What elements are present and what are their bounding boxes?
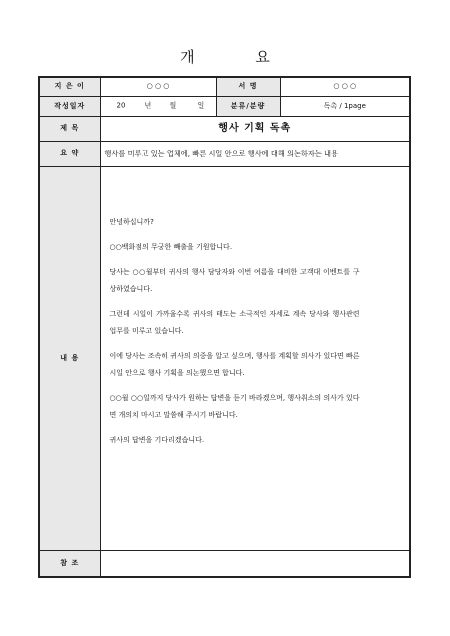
summary-form-table bbox=[38, 76, 411, 578]
summary-text: 행사를 미루고 있는 업체에, 빠른 시일 안으로 행사에 대해 의논하자는 내용 bbox=[104, 149, 338, 158]
date-label: 작성일자 bbox=[39, 96, 100, 116]
letter-body bbox=[110, 214, 360, 457]
document-title: 개 요 bbox=[180, 48, 298, 66]
letter-paragraph: ○○월 ○○일까지 당사가 원하는 답변을 듣기 바라겠으며, 행사취소의 의사가 있다면 개의치 마시고 말씀해 주시기 바랍니다. bbox=[109, 393, 360, 419]
date-day-unit: 일 bbox=[197, 101, 205, 110]
date-value[interactable] bbox=[100, 96, 216, 116]
reference-value[interactable] bbox=[100, 550, 410, 577]
subject-label: 제 목 bbox=[39, 116, 100, 141]
letter-closing: 귀사의 답변을 기다리겠습니다. bbox=[109, 435, 205, 444]
subject-text: 행사 기획 독촉 bbox=[218, 122, 292, 134]
reference-label: 참 조 bbox=[39, 550, 100, 577]
category-value[interactable]: 독촉 / 1page bbox=[280, 96, 410, 116]
letter-greeting: 안녕하십니까? bbox=[109, 217, 154, 226]
date-year-unit: 년 bbox=[144, 101, 152, 110]
signature-value[interactable]: ○ ○ ○ bbox=[280, 77, 410, 96]
signature-label: 서 명 bbox=[216, 77, 280, 96]
author-value[interactable]: ○ ○ ○ bbox=[100, 77, 216, 96]
letter-paragraph: 당사는 ○○월부터 귀사의 행사 담당자와 이번 여름을 대비한 고객대 이벤트를 구상하였습니다. bbox=[109, 267, 360, 293]
summary-label: 요 약 bbox=[39, 141, 100, 166]
content-label: 내 용 bbox=[39, 166, 100, 550]
category-label: 분류/분량 bbox=[216, 96, 280, 116]
letter-paragraph: 이에 당사는 조속히 귀사의 의중을 알고 싶으며, 행사를 계획할 의사가 있다면 빠른 시일 안으로 행사 기획을 의논했으면 합니다. bbox=[109, 351, 360, 377]
letter-paragraph: 그런데 시일이 가까울수록 귀사의 태도는 소극적인 자세로 계속 당사와 행사관련 업무를 미루고 있습니다. bbox=[109, 309, 360, 335]
summary-value[interactable] bbox=[100, 141, 410, 166]
date-year: 20 bbox=[116, 101, 126, 110]
date-month-unit: 월 bbox=[169, 101, 177, 110]
subject-value[interactable] bbox=[100, 116, 410, 141]
letter-paragraph: ○○백화점의 무궁한 빼출을 기원합니다. bbox=[109, 242, 233, 251]
content-area[interactable] bbox=[100, 166, 410, 550]
author-label: 지 은 이 bbox=[39, 77, 100, 96]
